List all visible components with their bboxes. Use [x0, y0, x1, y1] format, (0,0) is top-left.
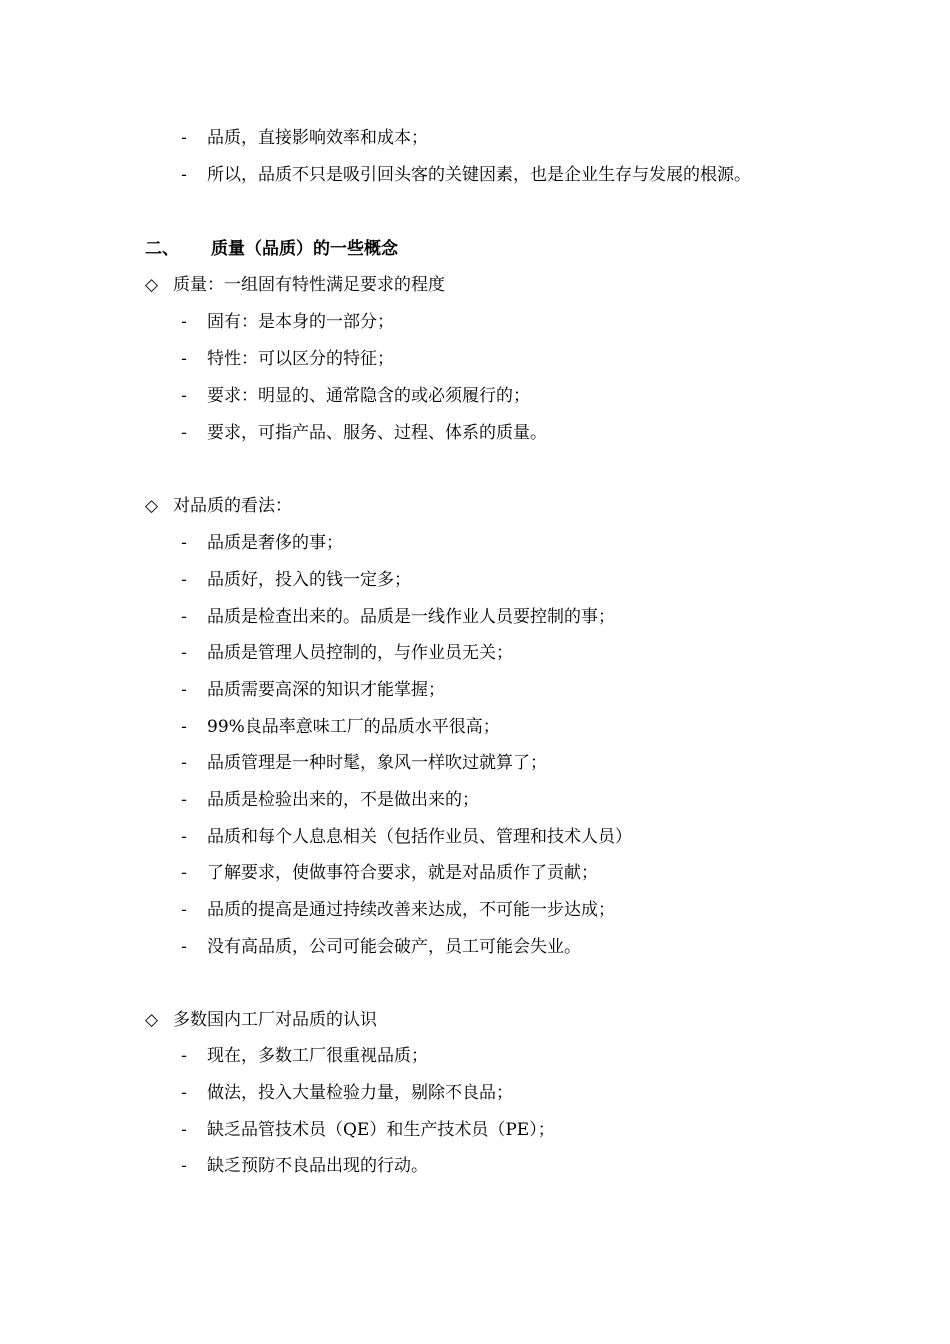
subsection-title: 对品质的看法：: [173, 496, 292, 516]
dash-bullet: -: [181, 533, 187, 553]
dash-bullet: -: [181, 570, 187, 590]
list-item-text: 品质是管理人员控制的，与作业员无关；: [207, 643, 513, 663]
dash-bullet: -: [181, 827, 187, 847]
section-number: 二、: [145, 239, 179, 259]
list-item-text: 品质的提高是通过持续改善来达成，不可能一步达成；: [207, 900, 615, 920]
dash-bullet: -: [181, 1120, 187, 1140]
list-item-text: 缺乏品管技术员（QE）和生产技术员（PE）；: [207, 1120, 555, 1140]
list-item-text: 固有：是本身的一部分；: [207, 312, 394, 332]
list-item-text: 要求，可指产品、服务、过程、体系的质量。: [207, 423, 547, 443]
list-item-text: 品质和每个人息息相关（包括作业员、管理和技术人员）: [207, 827, 632, 847]
dash-bullet: -: [181, 165, 187, 185]
dash-bullet: -: [181, 1156, 187, 1176]
dash-bullet: -: [181, 680, 187, 700]
list-item-text: 品质需要高深的知识才能掌握；: [207, 680, 445, 700]
dash-bullet: -: [181, 607, 187, 627]
list-item-text: 没有高品质，公司可能会破产，员工可能会失业。: [207, 937, 581, 957]
subsection-title: 质量：一组固有特性满足要求的程度: [173, 275, 445, 295]
list-item-text: 99%良品率意味工厂的品质水平很高；: [207, 717, 500, 737]
dash-bullet: -: [181, 128, 187, 148]
diamond-bullet-icon: ◇: [145, 275, 159, 295]
dash-bullet: -: [181, 937, 187, 957]
list-item-text: 品质管理是一种时髦，象风一样吹过就算了；: [207, 753, 547, 773]
dash-bullet: -: [181, 900, 187, 920]
dash-bullet: -: [181, 1046, 187, 1066]
dash-bullet: -: [181, 312, 187, 332]
dash-bullet: -: [181, 386, 187, 406]
diamond-bullet-icon: ◇: [145, 1010, 159, 1030]
list-item-text: 品质是奢侈的事；: [207, 533, 343, 553]
list-item-text: 特性：可以区分的特征；: [207, 349, 394, 369]
list-item-text: 品质好，投入的钱一定多；: [207, 570, 411, 590]
subsection-title: 多数国内工厂对品质的认识: [173, 1010, 377, 1030]
dash-bullet: -: [181, 717, 187, 737]
list-item-text: 现在，多数工厂很重视品质；: [207, 1046, 428, 1066]
list-item-text: 做法，投入大量检验力量，剔除不良品；: [207, 1083, 513, 1103]
list-item-text: 所以，品质不只是吸引回头客的关键因素，也是企业生存与发展的根源。: [207, 165, 751, 185]
list-item-text: 缺乏预防不良品出现的行动。: [207, 1156, 428, 1176]
dash-bullet: -: [181, 790, 187, 810]
list-item-text: 品质，直接影响效率和成本；: [207, 128, 428, 148]
list-item-text: 品质是检查出来的。品质是一线作业人员要控制的事；: [207, 607, 615, 627]
list-item-text: 了解要求，使做事符合要求，就是对品质作了贡献；: [207, 863, 598, 883]
dash-bullet: -: [181, 1083, 187, 1103]
section-title: 质量（品质）的一些概念: [211, 239, 398, 259]
diamond-bullet-icon: ◇: [145, 496, 159, 516]
dash-bullet: -: [181, 349, 187, 369]
dash-bullet: -: [181, 753, 187, 773]
dash-bullet: -: [181, 863, 187, 883]
dash-bullet: -: [181, 643, 187, 663]
dash-bullet: -: [181, 423, 187, 443]
list-item-text: 要求：明显的、通常隐含的或必须履行的；: [207, 386, 530, 406]
list-item-text: 品质是检验出来的，不是做出来的；: [207, 790, 479, 810]
